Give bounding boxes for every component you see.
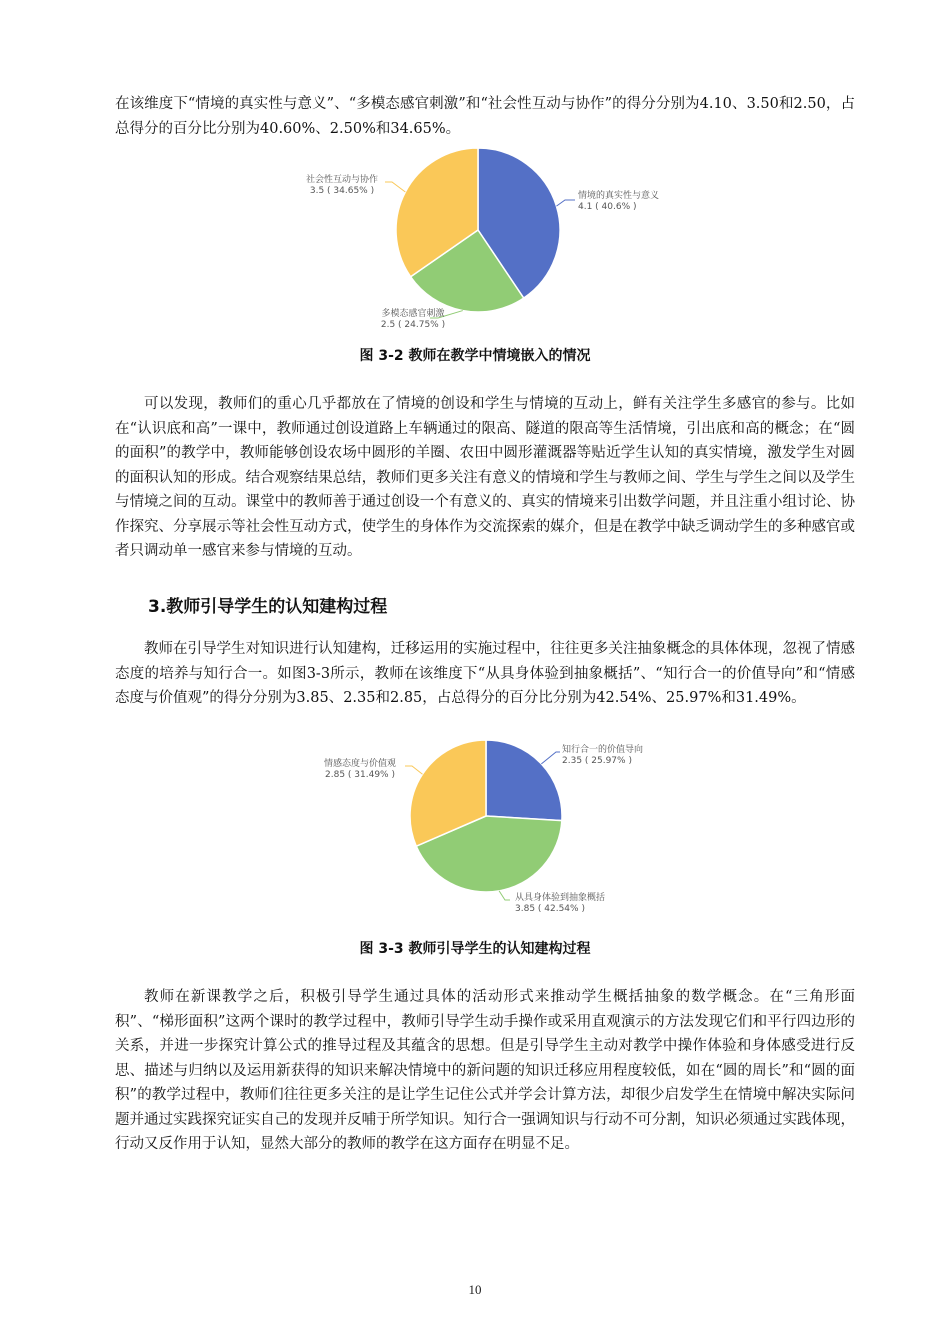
pie-value-label-2: 2.5 ( 24.75% ) [380,320,446,330]
paragraph-4: 教师在新课教学之后，积极引导学生通过具体的活动形式来推动学生概括抽象的数学概念。在“三角形面积”、“梯形面积”这两个课时的教学过程中，教师引导学生动手操作或采用直观演示的方法发现它们和平行四边形的关系，并进一步探究计算公式的推导过程及其蕴含的思想。但是引导学生主动对教学中操作体验和身体感受进行反思、描述与归纳以及运用新获得的知识来解决情境中的新问题的知识迁移应用程度较低，如在“圆的周长”和“圆的面积”的教学过程中，教师们往往更多关注的是让学生记住公式并学会计算方法，却很少启发学生在情境中解决实际问题并通过实践探究证实自己的发现并反哺于所学知识。知行合一强调知识与行动不可分割，知识必须通过实践体现，行动又反作用于认知，显然大部分的教师的教学在这方面存在明显不足。 [115,989,855,1152]
pie-value-label-1: 2.35 ( 25.97% ) [562,756,632,766]
pie-value-label-2: 3.85 ( 42.54% ) [515,904,585,914]
pie-leader-line-1 [556,200,575,206]
paragraph-1: 在该维度下“情境的真实性与意义”、“多模态感官刺激”和“社会性互动与协作”的得分分别为4.10、3.50和2.50，占总得分的百分比分别为40.60%、2.50%和34.65%。 [115,96,855,137]
pie-leader-line-3 [385,182,405,192]
pie-category-label-2: 多模态感官刺激 [381,309,445,319]
pie-category-label-1: 情境的真实性与意义 [578,191,660,201]
pie-leader-line-1 [541,752,560,764]
pie-category-label-3: 情感态度与价值观 [323,759,397,769]
figure-caption-3-2: 图 3-2 教师在教学中情境嵌入的情况 [359,348,591,364]
section-heading-3: 3.教师引导学生的认知建构过程 [148,597,388,617]
pie-slice-1 [486,740,562,821]
pie-value-label-1: 4.1 ( 40.6% ) [578,202,637,212]
paragraph-3: 教师在引导学生对知识进行认知建构，迁移运用的实施过程中，往往更多关注抽象概念的具体体现，忽视了情感态度的培养与知行合一。如图3-3所示，教师在该维度下“从具身体验到抽象概括”、“知行合一的价值导向”和“情感态度与价值观”的得分分别为3.85、2.35和2.85，占总得分的百分比分别为42.54%、25.97%和31.49%。 [115,641,855,706]
pie-category-label-3: 社会性互动与协作 [305,175,379,185]
paragraph-2: 可以发现，教师们的重心几乎都放在了情境的创设和学生与情境的互动上，鲜有关注学生多感官的参与。比如在“认识底和高”一课中，教师通过创设道路上车辆通过的限高、隧道的限高等生活情境，引出底和高的概念；在“圆的面积”的教学中，教师能够创设农场中圆形的羊圈、农田中圆形灌溉器等贴近学生认知的真实情境，激发学生对圆的面积认知的形成。结合观察结果总结，教师们更多关注有意义的情境和学生与教师之间、学生与学生之间以及学生与情境之间的互动。课堂中的教师善于通过创设一个有意义的、真实的情境来引出数学问题，并且注重小组讨论、协作探究、分享展示等社会性互动方式，使学生的身体作为交流探索的媒介，但是在教学中缺乏调动学生的多种感官或者只调动单一感官来参与情境的互动。 [115,396,855,559]
pie-leader-line-2 [499,891,510,900]
pie-value-label-3: 2.85 ( 31.49% ) [325,770,395,780]
pie-category-label-1: 知行合一的价值导向 [562,745,644,755]
pie-chart-cognitive-construction [0,730,950,920]
pie-chart-situation-embedding [0,140,950,340]
page-number: 10 [468,1282,482,1297]
pie-leader-line-3 [405,766,422,774]
pie-category-label-2: 从具身体验到抽象概括 [515,893,606,903]
pie-value-label-3: 3.5 ( 34.65% ) [309,186,375,196]
figure-caption-3-3: 图 3-3 教师引导学生的认知建构过程 [359,941,591,957]
